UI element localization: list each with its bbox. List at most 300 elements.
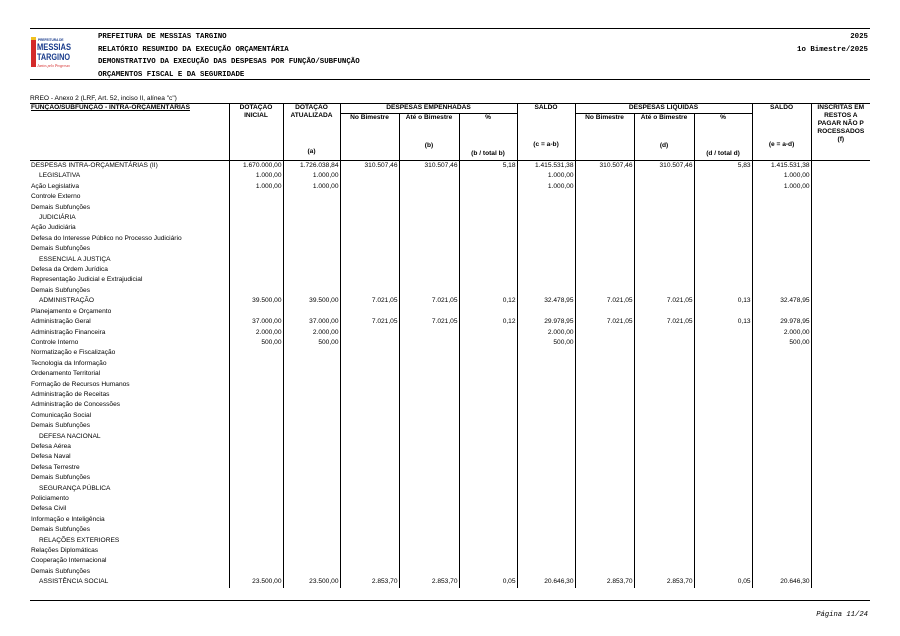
row-value <box>229 203 283 213</box>
row-value <box>694 400 752 410</box>
table-row <box>30 234 870 244</box>
row-value: 0,13 <box>694 296 752 306</box>
row-value <box>459 369 517 379</box>
row-value <box>694 546 752 556</box>
row-value <box>459 348 517 358</box>
row-value <box>283 452 340 462</box>
row-value <box>283 255 340 265</box>
row-value <box>752 307 811 317</box>
row-value <box>229 369 283 379</box>
col-emp-ate-header <box>399 114 459 161</box>
row-value <box>283 442 340 452</box>
row-value <box>340 213 399 223</box>
row-label: Formação de Recursos Humanos <box>30 380 229 390</box>
row-value <box>399 234 459 244</box>
table-row <box>30 567 870 577</box>
row-value <box>399 182 459 192</box>
row-value <box>634 536 694 546</box>
row-value: 1.000,00 <box>752 171 811 181</box>
col-saldo-e-header <box>752 104 811 161</box>
table-row <box>30 390 870 400</box>
row-value <box>459 515 517 525</box>
row-value <box>229 504 283 514</box>
row-value: 39.500,00 <box>229 296 283 306</box>
row-label: ADMINISTRAÇÃO <box>30 296 229 306</box>
row-value <box>694 473 752 483</box>
emp-ate-label: Até o Bimestre <box>405 114 453 121</box>
saldo-c-label: SALDO <box>534 104 558 111</box>
row-value <box>283 234 340 244</box>
row-value <box>459 265 517 275</box>
row-value <box>752 244 811 254</box>
row-value <box>517 421 575 431</box>
row-value <box>811 577 870 587</box>
row-value <box>634 203 694 213</box>
row-value <box>517 275 575 285</box>
row-value <box>752 546 811 556</box>
table-row <box>30 192 870 202</box>
col-dotacao-atualizada-header <box>283 104 340 161</box>
row-value: 500,00 <box>517 338 575 348</box>
row-value <box>459 504 517 514</box>
row-value <box>399 463 459 473</box>
col-emp-pct-header <box>459 114 517 161</box>
table-row <box>30 473 870 483</box>
row-value <box>229 380 283 390</box>
row-value <box>634 359 694 369</box>
row-value <box>283 223 340 233</box>
table-row <box>30 515 870 525</box>
row-value <box>752 411 811 421</box>
row-value <box>283 359 340 369</box>
row-value <box>517 380 575 390</box>
row-value <box>752 203 811 213</box>
row-value <box>575 338 634 348</box>
row-value <box>399 525 459 535</box>
row-value <box>634 463 694 473</box>
row-value: 7.021,05 <box>575 317 634 327</box>
row-value: 20.646,30 <box>752 577 811 587</box>
row-value <box>283 515 340 525</box>
row-value <box>634 390 694 400</box>
row-value <box>575 421 634 431</box>
row-value <box>229 556 283 566</box>
row-value <box>283 411 340 421</box>
row-value <box>752 348 811 358</box>
row-label: LEGISLATIVA <box>30 171 229 181</box>
row-label: Demais Subfunções <box>30 473 229 483</box>
row-value <box>694 380 752 390</box>
row-value <box>459 255 517 265</box>
row-value <box>694 463 752 473</box>
row-value <box>517 213 575 223</box>
row-value <box>229 473 283 483</box>
row-value <box>340 452 399 462</box>
row-value: 2.853,70 <box>399 577 459 587</box>
row-value: 310.507,46 <box>575 161 634 172</box>
row-value: 7.021,05 <box>575 296 634 306</box>
row-value <box>399 265 459 275</box>
row-label: RELAÇÕES EXTERIORES <box>30 536 229 546</box>
row-value <box>575 567 634 577</box>
row-value: 5,83 <box>694 161 752 172</box>
row-value <box>575 182 634 192</box>
row-value: 23.500,00 <box>229 577 283 587</box>
col-liq-pct-header <box>694 114 752 161</box>
row-value <box>752 390 811 400</box>
table-row <box>30 296 870 306</box>
liq-ate-note: (d) <box>659 142 669 149</box>
report-header <box>98 31 360 81</box>
row-value <box>459 390 517 400</box>
svg-text:TARGINO: TARGINO <box>37 52 70 62</box>
row-value: 2.000,00 <box>517 328 575 338</box>
row-value <box>459 473 517 483</box>
row-value: 2.853,70 <box>634 577 694 587</box>
row-value <box>459 525 517 535</box>
row-value <box>811 296 870 306</box>
row-value: 1.415.531,38 <box>752 161 811 172</box>
table-row <box>30 171 870 181</box>
row-value <box>811 223 870 233</box>
row-label: Defesa Terrestre <box>30 463 229 473</box>
row-value <box>752 380 811 390</box>
row-value: 1.415.531,38 <box>517 161 575 172</box>
row-value <box>399 223 459 233</box>
table-row <box>30 452 870 462</box>
row-value <box>517 567 575 577</box>
row-value <box>399 348 459 358</box>
row-value <box>634 328 694 338</box>
row-value <box>229 463 283 473</box>
row-value <box>634 265 694 275</box>
row-value <box>811 171 870 181</box>
row-value: 310.507,46 <box>340 161 399 172</box>
row-value <box>229 536 283 546</box>
row-value <box>517 223 575 233</box>
page-number: Página 11/24 <box>816 611 868 619</box>
row-value: 7.021,05 <box>634 317 694 327</box>
row-value <box>229 307 283 317</box>
row-value: 7.021,05 <box>399 296 459 306</box>
row-value <box>340 380 399 390</box>
table-row <box>30 525 870 535</box>
row-value: 29.978,95 <box>752 317 811 327</box>
row-value <box>229 442 283 452</box>
row-value <box>811 390 870 400</box>
row-label: ASSISTÊNCIA SOCIAL <box>30 577 229 587</box>
row-value <box>459 421 517 431</box>
row-value <box>694 484 752 494</box>
saldo-c-note: (c = a-b) <box>533 141 559 148</box>
row-value <box>694 265 752 275</box>
table-body <box>30 161 870 588</box>
dotacao-atualizada-label: DOTAÇÃO ATUALIZADA <box>290 104 333 119</box>
row-value <box>575 203 634 213</box>
row-value <box>811 536 870 546</box>
row-value <box>811 515 870 525</box>
row-value <box>752 265 811 275</box>
row-value <box>752 286 811 296</box>
row-label: Administração Geral <box>30 317 229 327</box>
row-value <box>811 494 870 504</box>
row-value <box>517 442 575 452</box>
row-value <box>340 203 399 213</box>
row-value <box>459 328 517 338</box>
row-value: 32.478,95 <box>517 296 575 306</box>
row-value: 23.500,00 <box>283 577 340 587</box>
municipality-logo <box>31 35 71 71</box>
row-value <box>517 452 575 462</box>
table-row <box>30 369 870 379</box>
row-label: Demais Subfunções <box>30 525 229 535</box>
row-value <box>634 380 694 390</box>
row-value <box>575 223 634 233</box>
row-value <box>283 546 340 556</box>
table-row <box>30 359 870 369</box>
row-value <box>634 432 694 442</box>
row-value <box>694 192 752 202</box>
row-value <box>811 307 870 317</box>
row-label: Informação e Inteligência <box>30 515 229 525</box>
row-value: 0,05 <box>694 577 752 587</box>
row-value <box>459 338 517 348</box>
row-value <box>634 473 694 483</box>
row-value <box>575 328 634 338</box>
row-value <box>694 234 752 244</box>
row-value <box>752 359 811 369</box>
row-label: Ação Legislativa <box>30 182 229 192</box>
table-row <box>30 182 870 192</box>
row-value <box>340 234 399 244</box>
col-saldo-c-header <box>517 104 575 161</box>
row-value <box>229 411 283 421</box>
row-label: Administração Financeira <box>30 328 229 338</box>
row-value <box>634 442 694 452</box>
report-year: 2025 <box>850 33 868 41</box>
row-value <box>517 265 575 275</box>
row-value <box>517 244 575 254</box>
row-value <box>399 567 459 577</box>
row-value <box>459 244 517 254</box>
row-label: Demais Subfunções <box>30 203 229 213</box>
row-label: Normatização e Fiscalização <box>30 348 229 358</box>
row-value <box>752 484 811 494</box>
row-value <box>459 275 517 285</box>
row-value <box>575 515 634 525</box>
row-value: 37.000,00 <box>229 317 283 327</box>
row-value <box>811 442 870 452</box>
row-value <box>752 567 811 577</box>
row-value <box>283 504 340 514</box>
row-value <box>399 484 459 494</box>
row-value <box>694 244 752 254</box>
row-value <box>283 536 340 546</box>
row-value <box>811 255 870 265</box>
row-value <box>399 411 459 421</box>
row-value <box>575 369 634 379</box>
row-value <box>517 494 575 504</box>
row-value <box>575 463 634 473</box>
row-value <box>340 411 399 421</box>
row-value <box>399 192 459 202</box>
row-value <box>399 275 459 285</box>
row-value <box>634 286 694 296</box>
row-label: Representação Judicial e Extrajudicial <box>30 275 229 285</box>
row-value <box>694 223 752 233</box>
svg-text:PREFEITURA DE: PREFEITURA DE <box>38 38 64 42</box>
row-value <box>399 494 459 504</box>
row-value <box>575 494 634 504</box>
row-value <box>229 286 283 296</box>
row-value <box>694 432 752 442</box>
row-value <box>399 536 459 546</box>
row-value <box>694 359 752 369</box>
row-value <box>634 556 694 566</box>
row-value <box>575 348 634 358</box>
row-value <box>517 411 575 421</box>
row-value <box>340 504 399 514</box>
row-value <box>575 380 634 390</box>
row-value <box>752 421 811 431</box>
row-value <box>694 171 752 181</box>
row-value <box>340 275 399 285</box>
row-value <box>634 421 694 431</box>
row-value <box>811 213 870 223</box>
row-value <box>229 400 283 410</box>
row-label: Defesa da Ordem Jurídica <box>30 265 229 275</box>
report-period-block <box>797 31 868 56</box>
col-empenhadas-group: DESPESAS EMPENHADAS <box>340 104 517 114</box>
table-row <box>30 265 870 275</box>
row-value <box>340 286 399 296</box>
row-value <box>229 244 283 254</box>
row-value <box>575 556 634 566</box>
row-value <box>634 494 694 504</box>
annex-reference: RREO - Anexo 2 (LRF, Art. 52, inciso II, alínea "c") <box>30 95 177 102</box>
row-value <box>459 380 517 390</box>
row-value <box>517 504 575 514</box>
row-value <box>811 525 870 535</box>
row-value <box>340 515 399 525</box>
row-value <box>811 452 870 462</box>
row-value <box>752 525 811 535</box>
row-value <box>694 421 752 431</box>
row-value <box>575 307 634 317</box>
row-value <box>459 213 517 223</box>
liq-ate-label: Até o Bimestre <box>640 114 688 121</box>
table-row <box>30 317 870 327</box>
row-value <box>517 234 575 244</box>
table-row <box>30 556 870 566</box>
row-value: 2.000,00 <box>229 328 283 338</box>
row-value <box>752 494 811 504</box>
row-value <box>229 275 283 285</box>
row-value <box>517 369 575 379</box>
row-value <box>340 473 399 483</box>
row-value <box>340 536 399 546</box>
col-liquidas-group: DESPESAS LIQUIDAS <box>575 104 752 114</box>
row-value <box>517 286 575 296</box>
row-value <box>811 338 870 348</box>
table-row <box>30 411 870 421</box>
row-value <box>229 484 283 494</box>
row-value <box>575 442 634 452</box>
table-row <box>30 213 870 223</box>
row-value <box>634 244 694 254</box>
row-value <box>811 463 870 473</box>
row-label: SEGURANÇA PÚBLICA <box>30 484 229 494</box>
table-row <box>30 504 870 514</box>
row-value <box>340 369 399 379</box>
table-bottom-rule <box>30 600 870 601</box>
row-value <box>694 213 752 223</box>
row-value <box>399 255 459 265</box>
row-value <box>811 369 870 379</box>
row-value <box>694 556 752 566</box>
row-value <box>634 234 694 244</box>
row-value <box>575 504 634 514</box>
row-value <box>634 255 694 265</box>
inscritas-note: (f) <box>837 136 845 143</box>
row-value <box>634 452 694 462</box>
row-value <box>634 400 694 410</box>
row-value <box>752 255 811 265</box>
row-value <box>399 307 459 317</box>
row-value: 7.021,05 <box>399 317 459 327</box>
row-value <box>517 307 575 317</box>
table-row <box>30 463 870 473</box>
row-value <box>517 203 575 213</box>
row-value <box>229 265 283 275</box>
expenses-table <box>30 103 870 588</box>
row-value <box>340 192 399 202</box>
row-value <box>340 567 399 577</box>
row-value <box>634 515 694 525</box>
row-value <box>517 484 575 494</box>
row-value <box>517 255 575 265</box>
col-inscritas-header <box>811 104 870 161</box>
row-value <box>283 203 340 213</box>
row-value <box>517 463 575 473</box>
saldo-e-label: SALDO <box>770 104 794 111</box>
table-row <box>30 244 870 254</box>
row-value <box>752 504 811 514</box>
table-row <box>30 421 870 431</box>
row-value <box>340 359 399 369</box>
row-value <box>575 171 634 181</box>
row-value <box>694 504 752 514</box>
row-value <box>694 567 752 577</box>
row-value <box>752 213 811 223</box>
row-value <box>575 286 634 296</box>
row-value <box>283 265 340 275</box>
row-label: DESPESAS INTRA-ORÇAMENTÁRIAS (II) <box>30 161 229 172</box>
row-value: 1.000,00 <box>517 171 575 181</box>
row-value <box>752 234 811 244</box>
budgets-title: ORÇAMENTOS FISCAL E DA SEGURIDADE <box>98 70 245 79</box>
liq-pct-label: % <box>720 114 726 121</box>
row-value: 2.853,70 <box>575 577 634 587</box>
row-value <box>283 390 340 400</box>
table-row <box>30 484 870 494</box>
table-row <box>30 348 870 358</box>
row-value: 1.000,00 <box>752 182 811 192</box>
row-label: Ação Judiciária <box>30 223 229 233</box>
row-value <box>340 463 399 473</box>
row-value <box>229 452 283 462</box>
row-value <box>811 400 870 410</box>
